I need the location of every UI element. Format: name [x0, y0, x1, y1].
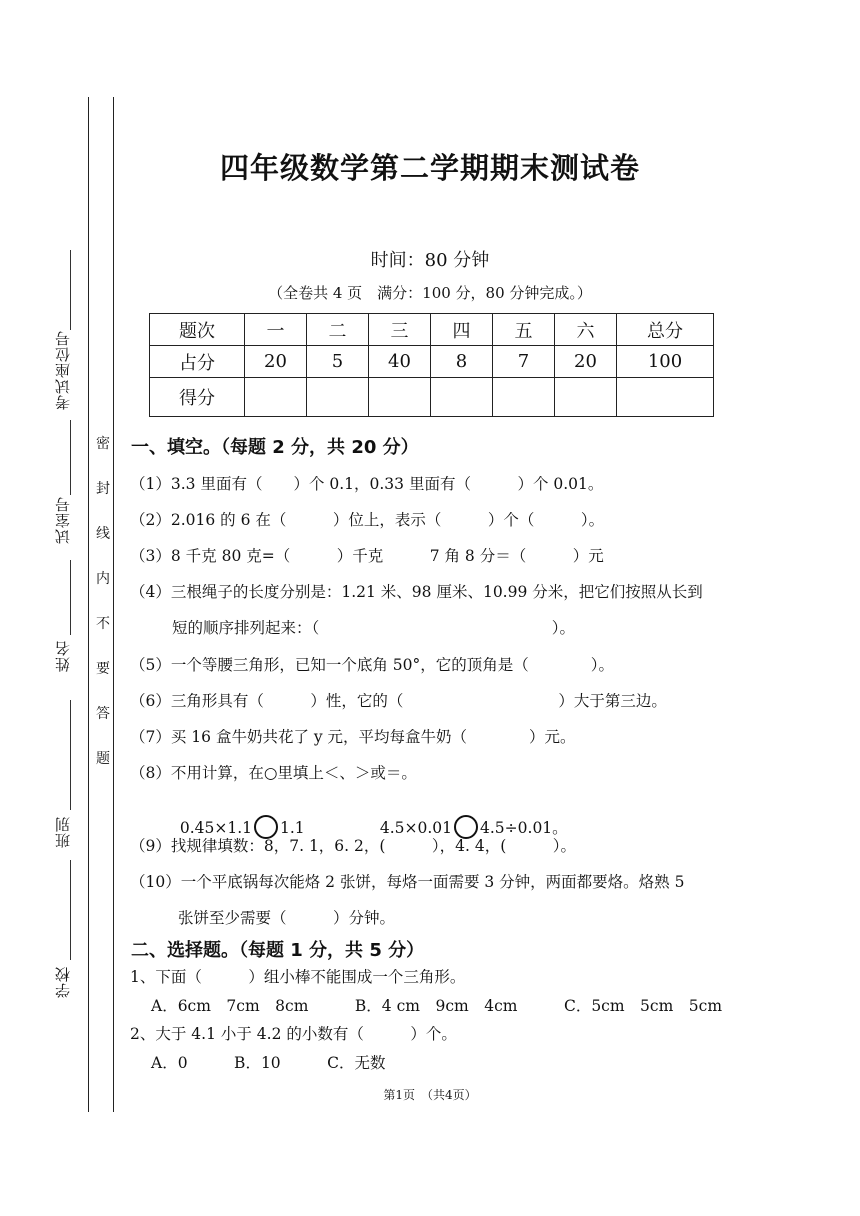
page-title: 四年级数学第二学期期末测试卷: [219, 151, 640, 185]
page-footer: 第1页 （共4页）: [383, 1088, 477, 1102]
row-label: 得分: [150, 378, 245, 417]
column-header: 总分: [617, 314, 714, 346]
compare-b-left: 4.5×0.01: [379, 819, 453, 837]
question-10-line-1: （10）一个平底锅每次能烙 2 张饼，每烙一面需要 3 分钟，两面都要烙。烙熟 5: [130, 873, 685, 891]
room-number-line: [70, 420, 71, 495]
name-line: [70, 560, 71, 635]
points-cell: 100: [617, 346, 714, 378]
seal-char: 答: [96, 706, 110, 722]
question-8: （8）不用计算，在○里填上＜、＞或＝。: [130, 764, 417, 782]
choice-question-2-options: A．0 B．10 C．无数: [151, 1054, 386, 1072]
compare-b-right: 4.5÷0.01。: [480, 819, 568, 837]
compare-a-left: 0.45×1.1: [179, 819, 253, 837]
row-label: 占分: [150, 346, 245, 378]
score-cell[interactable]: [617, 378, 714, 417]
score-cell[interactable]: [555, 378, 617, 417]
points-cell: 40: [369, 346, 431, 378]
room-number-label: 试室号: [54, 496, 72, 544]
compare-a-right: 1.1: [280, 819, 305, 837]
column-header: 三: [369, 314, 431, 346]
seal-char: 内: [96, 571, 110, 587]
column-header: 一: [245, 314, 307, 346]
section-1-heading: 一、填空。（每题 2 分，共 20 分）: [131, 437, 419, 458]
score-cell[interactable]: [431, 378, 493, 417]
question-9: （9）找规律填数：8，7. 1，6. 2，( ），4. 4，( ）。: [130, 837, 577, 855]
seal-char: 不: [96, 616, 110, 632]
class-line: [70, 700, 71, 810]
row-label: 题次: [150, 314, 245, 346]
question-3: （3）8 千克 80 克=（ ）千克 7 角 8 分＝（ ）元: [130, 547, 604, 565]
question-5: （5）一个等腰三角形，已知一个底角 50°，它的顶角是（ ）。: [130, 656, 615, 674]
choice-question-1: 1、下面（ ）组小棒不能围成一个三角形。: [130, 968, 466, 986]
section-2-heading: 二、选择题。（每题 1 分，共 5 分）: [131, 940, 425, 961]
question-4-line-2: 短的顺序排列起来：（ ）。: [172, 619, 576, 637]
exam-note: （全卷共 4 页 满分：100 分，80 分钟完成。）: [268, 284, 592, 302]
compare-a: [170, 797, 305, 839]
compare-b: [370, 797, 568, 839]
score-cell[interactable]: [245, 378, 307, 417]
choice-question-1-options: A．6cm 7cm 8cm B．4 cm 9cm 4cm C．5cm 5cm 5cm: [151, 997, 723, 1015]
column-header: 二: [307, 314, 369, 346]
name-label: 姓名: [54, 640, 72, 672]
score-cell[interactable]: [369, 378, 431, 417]
choice-question-2: 2、大于 4.1 小于 4.2 的小数有（ ）个。: [130, 1025, 457, 1043]
question-6: （6）三角形具有（ ）性，它的（ ）大于第三边。: [130, 692, 667, 710]
question-1: （1）3.3 里面有（ ）个 0.1，0.33 里面有（ ）个 0.01。: [130, 475, 604, 493]
seal-char: 线: [96, 526, 110, 542]
points-cell: 5: [307, 346, 369, 378]
score-table-header-row: [150, 314, 714, 346]
school-label: 学校: [54, 966, 72, 998]
seal-char: 题: [96, 751, 110, 767]
question-2: （2）2.016 的 6 在（ ）位上，表示（ ）个（ ）。: [130, 511, 605, 529]
points-cell: 20: [245, 346, 307, 378]
points-cell: 7: [493, 346, 555, 378]
score-table: [149, 313, 714, 417]
points-cell: 20: [555, 346, 617, 378]
score-table-points-row: [150, 346, 714, 378]
column-header: 四: [431, 314, 493, 346]
score-cell[interactable]: [307, 378, 369, 417]
score-table-score-row: [150, 378, 714, 417]
question-4-line-1: （4）三根绳子的长度分别是：1.21 米、98 厘米、10.99 分米，把它们按照从长到: [130, 583, 703, 601]
seal-char: 密: [96, 436, 110, 452]
question-10-line-2: 张饼至少需要（ ）分钟。: [178, 909, 396, 927]
points-cell: 8: [431, 346, 493, 378]
seat-number-label: 考试座位号: [54, 330, 72, 410]
score-cell[interactable]: [493, 378, 555, 417]
seal-char: 封: [96, 481, 110, 497]
school-line: [70, 860, 71, 960]
column-header: 六: [555, 314, 617, 346]
exam-time: 时间：80 分钟: [370, 250, 490, 271]
class-label: 班别: [54, 816, 72, 848]
seal-char: 要: [96, 661, 110, 677]
question-7: （7）买 16 盒牛奶共花了 y 元，平均每盒牛奶（ ）元。: [130, 728, 576, 746]
column-header: 五: [493, 314, 555, 346]
